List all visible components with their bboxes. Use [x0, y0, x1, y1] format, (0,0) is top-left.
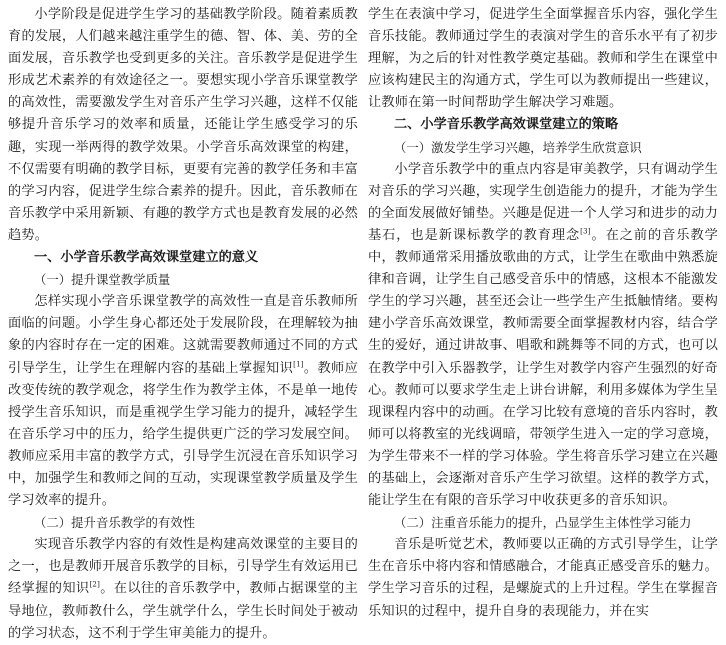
paragraph-1-2-part-b: 。在以往的音乐教学中，教师占据课堂的主导地位，教师教什么，学生就学什么，学生长时间处于被动的学习状态，这不利于学生审美能力的提升。 [8, 581, 358, 641]
paragraph-2-2: 音乐是听觉艺术，教师要以正确的方式引导学生，让学生在音乐中将内容和情感融合，才能真正感受音乐的魅力。学生学习音乐的过程，是螺旋式的上升过程。学生在掌握音乐知识的过程中，提升自身的表现能力，并在实 [368, 537, 718, 619]
left-column [8, 4, 358, 645]
paragraph-2-1 [368, 159, 718, 513]
subsection-heading-2-1: （一）激发学生学习兴趣，培养学生欣赏意识 [394, 139, 642, 155]
right-column [368, 4, 718, 623]
subsection-heading-1-2: （二）提升音乐教学的有效性 [34, 515, 196, 531]
paragraph-1-2-part-a: 实现音乐教学内容的有效性是构建高效课堂的主要目的之一，也是教师开展音乐教学的目标，引导学生有效运用已经掌握的知识 [8, 537, 358, 597]
section-heading-1: 一、小学音乐教学高效课堂建立的意义 [34, 250, 259, 266]
paragraph-1-1-part-a: 怎样实现小学音乐课堂教学的高效性一直是音乐教师所面临的问题。小学生身心都还处于发展阶段，在理解较为抽象的内容时存在一定的困难。这就需要教师通过不同的方式引导学生，让学生在理解内容的基础上掌握知识 [8, 294, 358, 376]
paragraph-1-1-part-b: 。教师应改变传统的教学观念，将学生作为教学主体，不是单一地传授学生音乐知识，而是重视学生学习能力的提升，减轻学生在音乐学习中的压力，给学生提供更广泛的学习发展空间。教师应采用丰富的教学方式，引导学生沉浸在音乐知识学习中，加强学生和教师之间的互动，实现课堂教学质量及学生学习效率的提升。 [8, 360, 358, 509]
subsection-heading-2-2: （二）注重音乐能力的提升，凸显学生主体性学习能力 [394, 515, 692, 531]
paragraph-2-1-part-b: 。在之前的音乐教学中，教师通常采用播放歌曲的方式，让学生在歌曲中熟悉旋律和音调，让学生自己感受音乐中的情感，这根本不能激发学生的学习兴趣，甚至还会让一些学生产生抵触情绪。要构建小学音乐高效课堂，教师需要全面掌握教材内容，结合学生的爱好，通过讲故事、唱歌和跳舞等不同的方式，也可以在教学中引入乐器教学，让学生对教学内容产生强烈的好奇心。教师可以要求学生走上讲台讲解，利用多媒体为学生呈现课程内容中的动画。在学习比较有意境的音乐内容时，教师可以将教室的光线调暗，带领学生进入一定的学习意境，为学生带来不一样的学习体验。学生将音乐学习建立在兴趣的基础上，会逐渐对音乐产生学习欲望。这样的教学方式，能让学生在有限的音乐学习中收获更多的音乐知识。 [368, 227, 718, 509]
section-heading-2: 二、小学音乐教学高效课堂建立的策略 [394, 117, 619, 133]
continued-paragraph: 学生在表演中学习，促进学生全面掌握音乐内容，强化学生音乐技能。教师通过学生的表演对学生的音乐水平有了初步理解，为之后的针对性教学奠定基础。教师和学生在课堂中应该构建民主的沟通方式，学生可以为教师提出一些建议，让教师在第一时间帮助学生解决学习难题。 [368, 7, 718, 111]
paragraph-1-2 [8, 534, 358, 644]
citation-2: [2] [89, 581, 100, 590]
intro-paragraph: 小学阶段是促进学生学习的基础教学阶段。随着素质教育的发展，人们越来越注重学生的德、智、体、美、劳的全面发展，音乐教学也受到更多的关注。音乐教学是促进学生形成艺术素养的有效途径之一。要想实现小学音乐课堂教学的高效性，需要激发学生对音乐产生学习兴趣，这样不仅能够提升音乐学习的效率和质量，还能让学生感受学习的乐趣，实现一举两得的教学效果。小学音乐高效课堂的构建，不仅需要有明确的教学目标，更要有完善的教学任务和丰富的学习内容，促进学生综合素养的提升。因此，音乐教师在音乐教学中采用新颖、有趣的教学方式也是教育发展的必然趋势。 [8, 7, 358, 243]
paragraph-1-1 [8, 291, 358, 512]
citation-1: [1] [293, 360, 304, 369]
citation-3: [3] [580, 227, 591, 236]
subsection-heading-1-1: （一）提升课堂教学质量 [34, 272, 171, 288]
paragraph-2-1-part-a: 小学音乐教学中的重点内容是审美教学，只有调动学生对音乐的学习兴趣，实现学生创造能力的提升，才能为学生的全面发展做好铺垫。兴趣是促进一个人学习和进步的动力基石，也是新课标教学的教育理念 [368, 161, 718, 243]
